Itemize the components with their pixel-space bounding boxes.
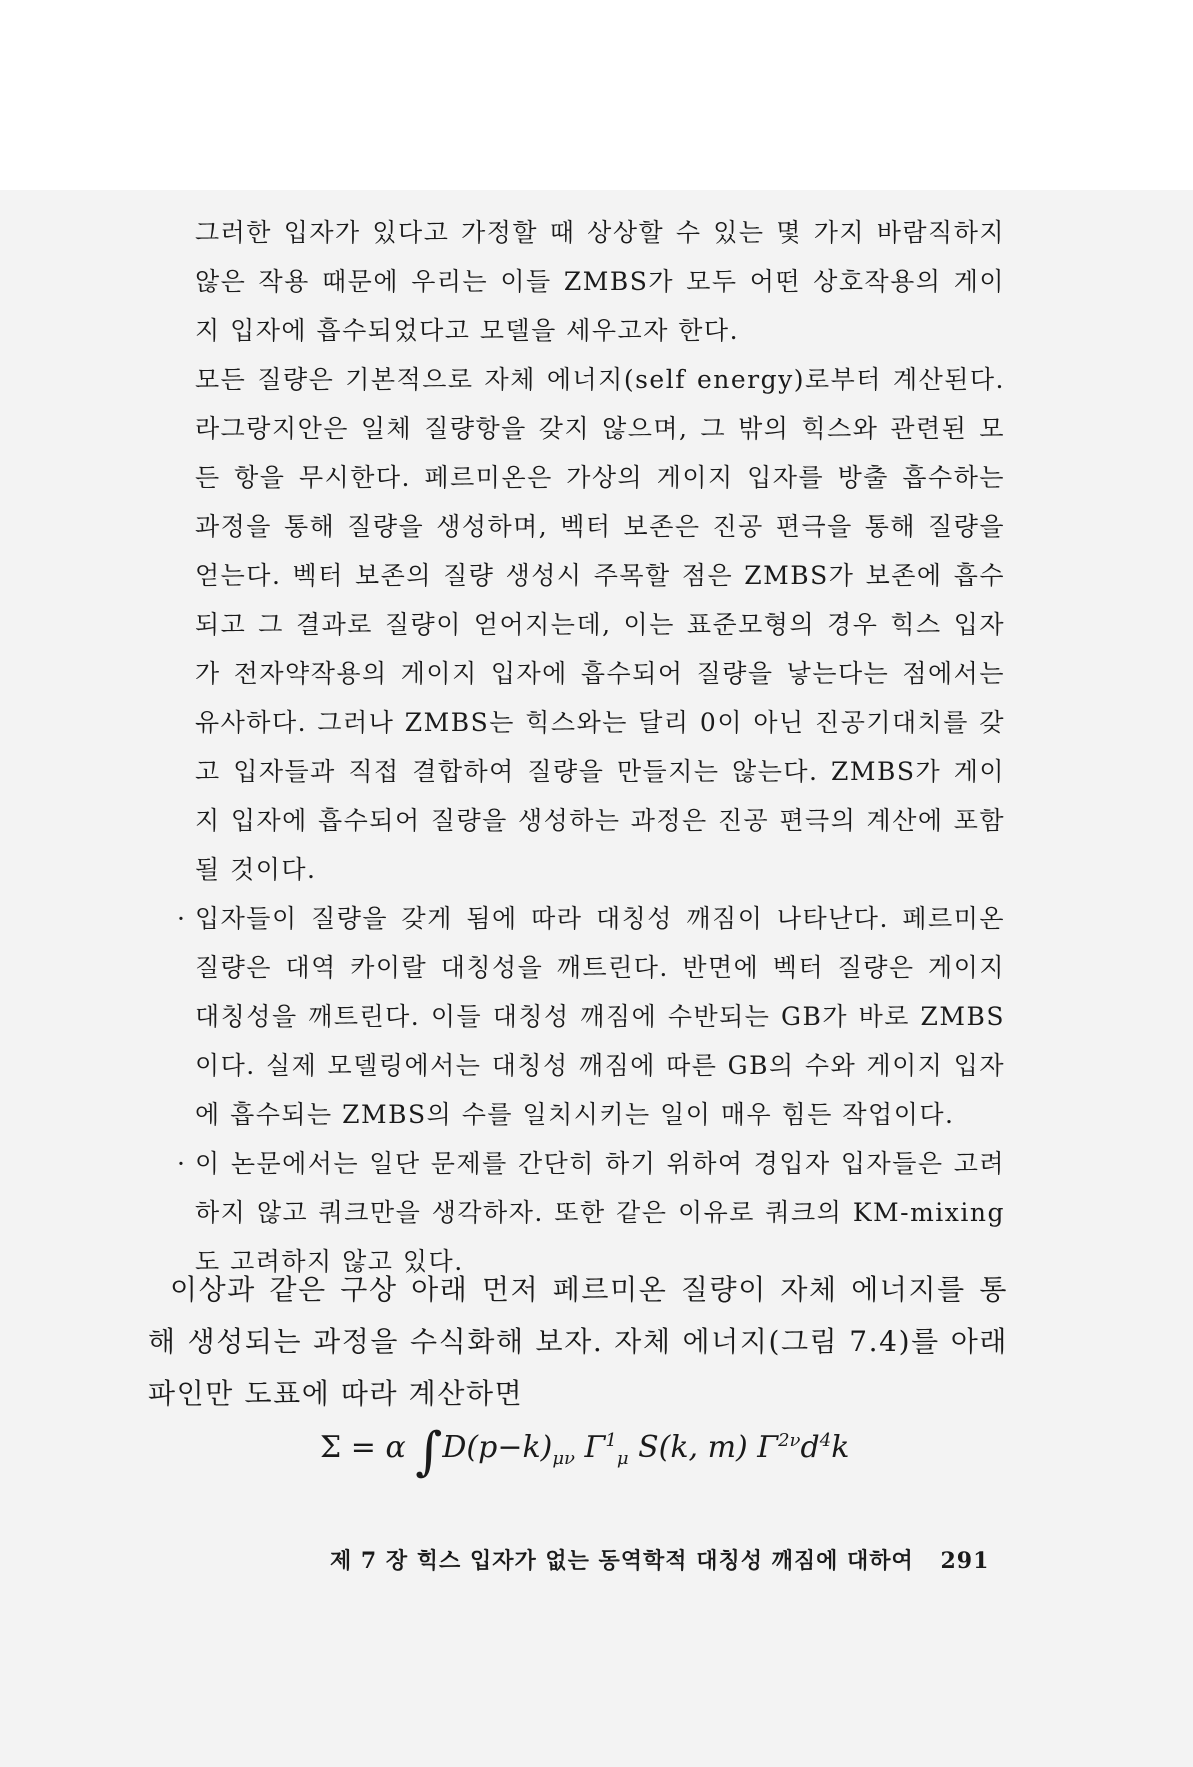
bullet-item-1 [177,894,1005,1139]
page-footer [330,1544,1020,1575]
vertex-gamma-1-sub: μ [616,1448,629,1469]
sigma-symbol: Σ [320,1430,342,1465]
paragraph-2: 모든 질량은 기본적으로 자체 에너지(self energy)로부터 계산된다. 라그랑지안은 일체 질량항을 갖지 않으며, 그 밖의 힉스와 관련된 모든 항을 무시한다. 페르미온은 가상의 게이지 입자를 방출 흡수하는 과정을 통해 질량을 생성하며, 벡터 보존은 진공 편극을 통해 질량을 얻는다. 벡터 보존의 질량 생성시 주목할 점은 ZMBS가 보존에 흡수되고 그 결과로 질량이 얻어지는데, 이는 표준모형의 경우 힉스 입자가 전자약작용의 게이지 입자에 흡수되어 질량을 낳는다는 점에서는 유사하다. 그러나 ZMBS는 힉스와는 달리 0이 아닌 진공기대치를 갖고 입자들과 직접 결합하여 질량을 만들지는 않는다. ZMBS가 게이지 입자에 흡수되어 질량을 생성하는 과정은 진공 편극의 계산에 포함될 것이다. [195,365,1005,884]
bullet-text: 이 논문에서는 일단 문제를 간단히 하기 위하여 경입자 입자들은 고려하지 않고 쿼크만을 생각하자. 또한 같은 이유로 쿼크의 KM-mixing도 고려하지 않고 있다. [195,1149,1005,1276]
integral-sign: ∫ [415,1422,443,1482]
vertex-gamma-1-sup: 1 [605,1430,617,1451]
measure-power: 4 [819,1430,832,1451]
upper-text-block [177,208,1005,1286]
bullet-mark: · [177,904,187,933]
bullet-mark: · [177,1149,187,1178]
vertex-gamma-1: Γ [584,1430,606,1465]
chapter-title: 제 7 장 힉스 입자가 없는 동역학적 대칭성 깨짐에 대하여 [330,1548,914,1574]
propagator: D(p−k) [442,1430,553,1465]
measure-d: d [800,1430,820,1465]
paragraph-1: 그러한 입자가 있다고 가정할 때 상상할 수 있는 몇 가지 바람직하지 않은 작용 때문에 우리는 이들 ZMBS가 모두 어떤 상호작용의 게이지 입자에 흡수되었다고 모델을 세우고자 한다. [195,218,1005,345]
propagator-indices: μν [552,1448,575,1469]
equals-sign: = [350,1430,376,1465]
measure-variable: k [831,1430,850,1465]
main-text-block [148,1264,1008,1420]
fermion-propagator: S(k, m) [638,1430,748,1465]
page-number: 291 [940,1548,990,1574]
vertex-gamma-2: Γ [757,1430,779,1465]
alpha-symbol: α [385,1430,406,1465]
vertex-gamma-2-sup: 2ν [778,1430,801,1451]
bullet-text: 입자들이 질량을 갖게 됨에 따라 대칭성 깨짐이 나타난다. 페르미온 질량은 대역 카이랄 대칭성을 깨트린다. 반면에 벡터 질량은 게이지 대칭성을 깨트린다. 이들 대칭성 깨짐에 수반되는 GB가 바로 ZMBS이다. 실제 모델링에서는 대칭성 깨짐에 따른 GB의 수와 게이지 입자에 흡수되는 ZMBS의 수를 일치시키는 일이 매우 힘든 작업이다. [195,904,1005,1129]
self-energy-equation [320,1422,880,1492]
page-top-margin [0,0,1193,190]
main-paragraph: 이상과 같은 구상 아래 먼저 페르미온 질량이 자체 에너지를 통해 생성되는 과정을 수식화해 보자. 자체 에너지(그림 7.4)를 아래 파인만 도표에 따라 계산하면 [148,1273,1008,1410]
